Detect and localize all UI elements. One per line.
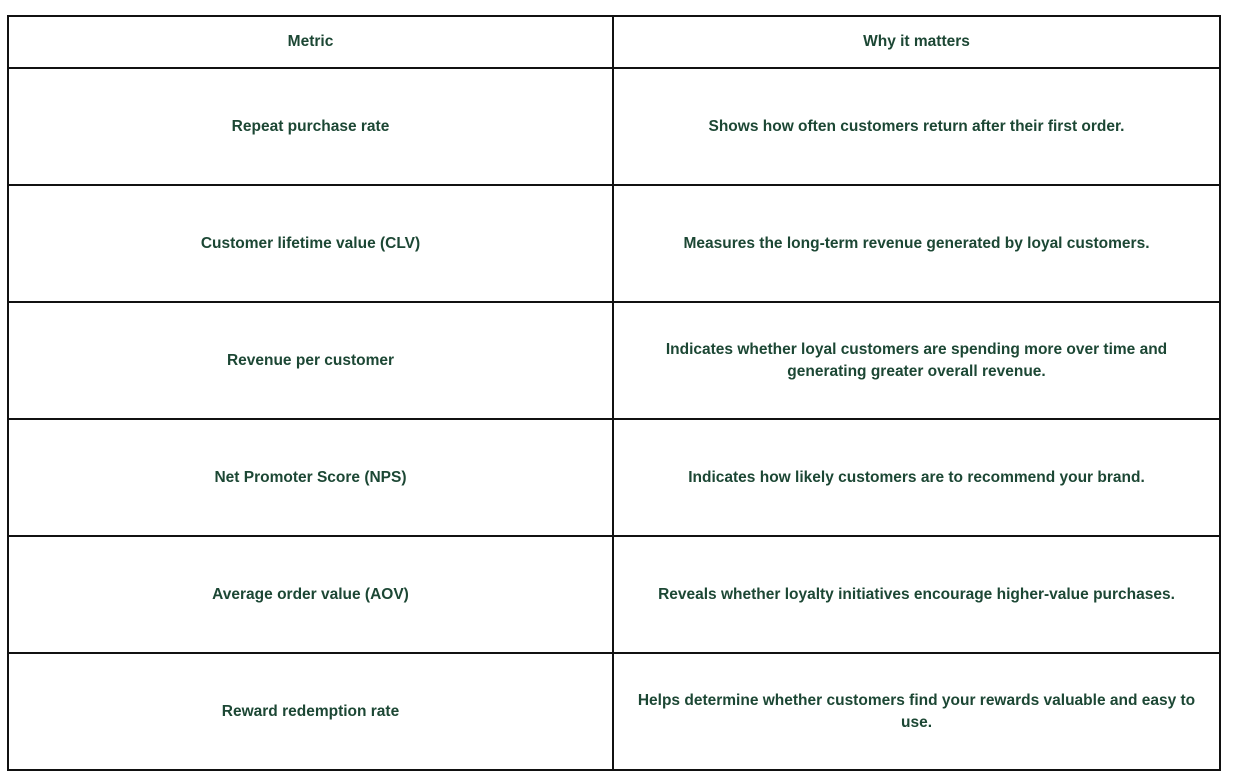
table-header	[8, 16, 1220, 68]
why-cell: Reveals whether loyalty initiatives encourage higher-value purchases.	[613, 536, 1220, 653]
header-metric: Metric	[8, 16, 613, 68]
why-cell: Measures the long-term revenue generated by loyal customers.	[613, 185, 1220, 302]
why-cell: Helps determine whether customers find your rewards valuable and easy to use.	[613, 653, 1220, 770]
metric-cell: Repeat purchase rate	[8, 68, 613, 185]
header-why-it-matters: Why it matters	[613, 16, 1220, 68]
why-cell: Indicates how likely customers are to recommend your brand.	[613, 419, 1220, 536]
why-cell: Shows how often customers return after their first order.	[613, 68, 1220, 185]
table-row	[8, 68, 1220, 185]
why-cell: Indicates whether loyal customers are spending more over time and generating greater overall revenue.	[613, 302, 1220, 419]
table-row	[8, 653, 1220, 770]
metric-cell: Revenue per customer	[8, 302, 613, 419]
table-row	[8, 419, 1220, 536]
metric-cell: Net Promoter Score (NPS)	[8, 419, 613, 536]
table-body	[8, 68, 1220, 770]
metric-cell: Average order value (AOV)	[8, 536, 613, 653]
metric-cell: Reward redemption rate	[8, 653, 613, 770]
table-row	[8, 185, 1220, 302]
table-row	[8, 536, 1220, 653]
metrics-table	[7, 15, 1221, 771]
table-row	[8, 302, 1220, 419]
metric-cell: Customer lifetime value (CLV)	[8, 185, 613, 302]
header-row	[8, 16, 1220, 68]
